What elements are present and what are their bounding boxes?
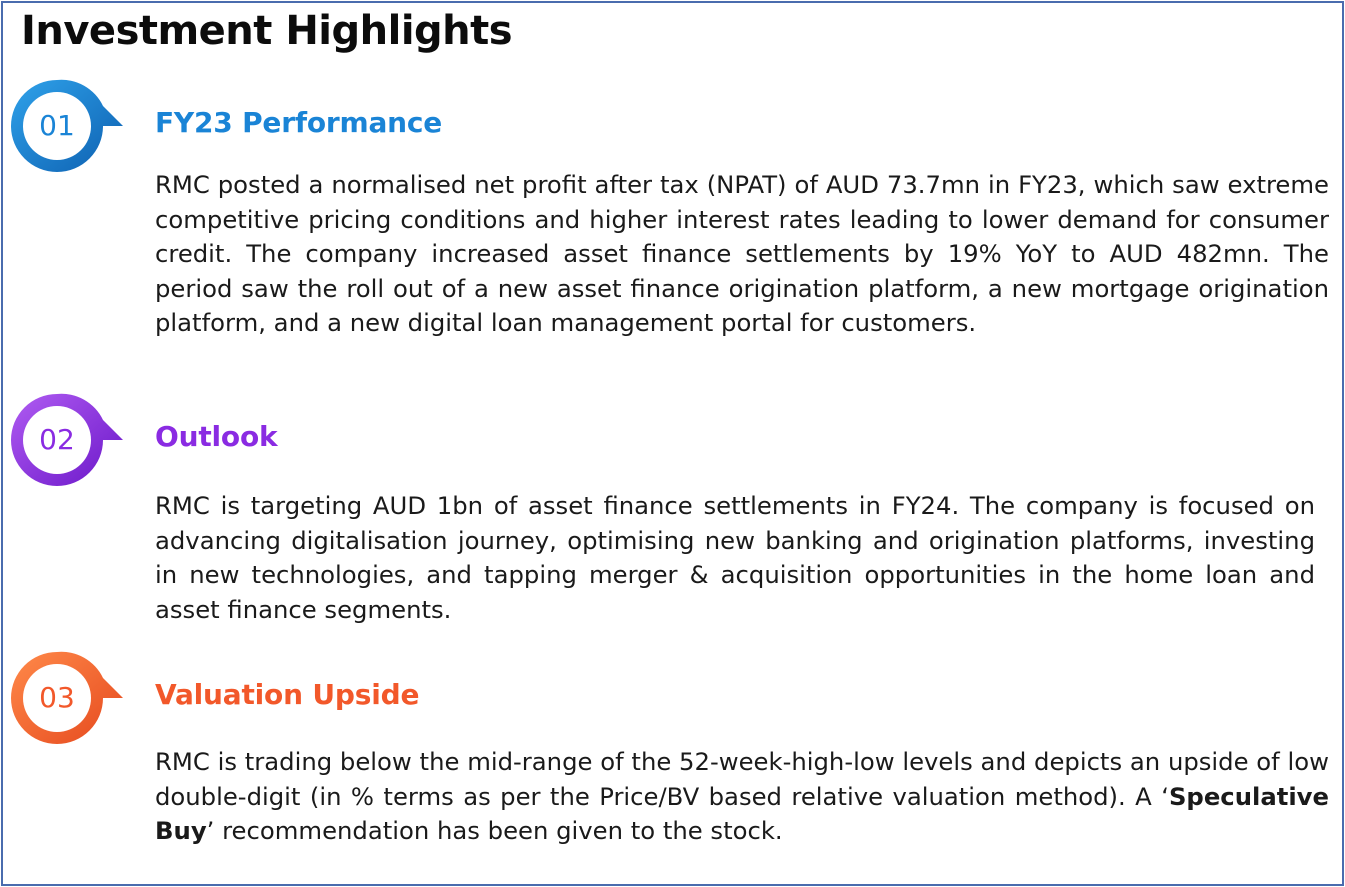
section-body: RMC posted a normalised net profit after tax (NPAT) of AUD 73.7mn in FY23, which saw extreme competitive pricing conditions and higher interest rates leading to lower demand for consumer credit. The company increased asset finance settlements by 19% YoY to AUD 482mn. The period saw the roll out of a new asset finance origination platform, a new mortgage origination platform, and a new digital loan management portal for customers.: [155, 170, 1329, 337]
page-title: Investment Highlights: [21, 8, 513, 54]
section-body: [155, 745, 1329, 849]
section-heading: FY23 Performance: [155, 106, 443, 139]
section-body-text: RMC is trading below the mid-range of the 52-week-high-low levels and depicts an upside of low double-digit (in % terms as per the Price/BV based relative valuation method). A ‘: [155, 747, 1329, 811]
section-number-badge: [10, 79, 124, 173]
section-body-text: ’ recommendation has been given to the stock.: [206, 816, 783, 845]
section-heading: Valuation Upside: [155, 678, 420, 711]
recommendation-label: Speculative Buy: [155, 781, 1329, 845]
section-number-badge: [10, 393, 124, 487]
section-number: 01: [39, 109, 75, 142]
section-body: RMC is targeting AUD 1bn of asset finance settlements in FY24. The company is focused on advancing digitalisation journey, optimising new banking and origination platforms, investing in new technologies, and tapping merger & acquisition opportunities in the home loan and asset finance segments.: [155, 491, 1315, 624]
section-number: 03: [39, 681, 75, 714]
section-number-badge: [10, 651, 124, 745]
section-number: 02: [39, 423, 75, 456]
section-heading: Outlook: [155, 420, 278, 453]
